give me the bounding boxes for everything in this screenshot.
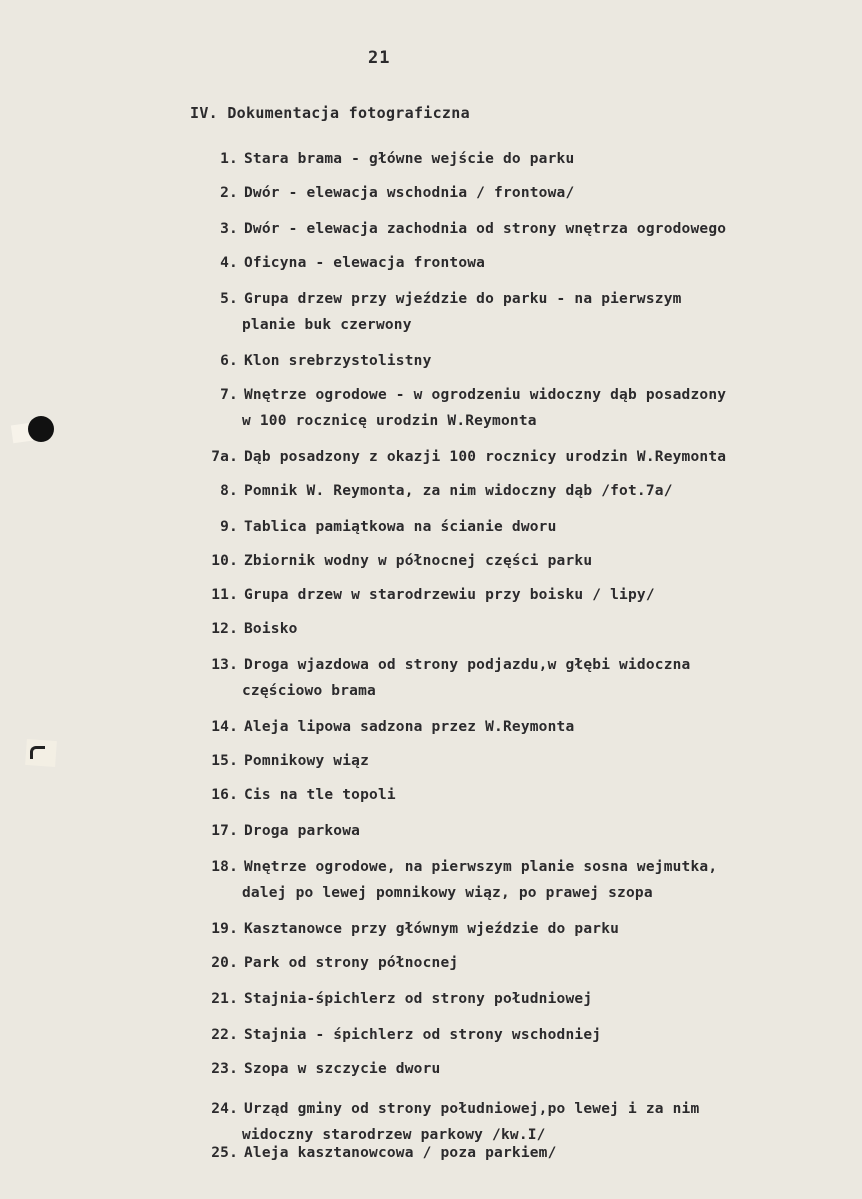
list-item bbox=[190, 382, 830, 434]
list-item bbox=[190, 748, 830, 774]
item-text: Zbiornik wodny w północnej części parku bbox=[244, 553, 593, 569]
item-number: 5. bbox=[220, 291, 238, 307]
item-number: 15. bbox=[211, 753, 238, 769]
item-number: 1. bbox=[220, 151, 238, 167]
item-number: 20. bbox=[211, 955, 238, 971]
item-text-continuation: częściowo brama bbox=[242, 683, 376, 699]
item-number: 25. bbox=[211, 1145, 238, 1161]
list-item bbox=[190, 444, 830, 470]
item-text: Boisko bbox=[244, 621, 298, 637]
item-number: 12. bbox=[211, 621, 238, 637]
list-item bbox=[190, 250, 830, 276]
item-text: Dwór - elewacja zachodnia od strony wnętrza ogrodowego bbox=[244, 221, 727, 237]
list-item bbox=[190, 1140, 830, 1166]
list-item bbox=[190, 180, 830, 206]
item-number: 14. bbox=[211, 719, 238, 735]
item-text: Pomnik W. Reymonta, za nim widoczny dąb /fot.7a/ bbox=[244, 483, 673, 499]
item-number: 11. bbox=[211, 587, 238, 603]
item-text: Szopa w szczycie dworu bbox=[244, 1061, 441, 1077]
item-text: Urząd gminy od strony południowej,po lewej i za nim bbox=[244, 1101, 700, 1117]
list-item bbox=[190, 478, 830, 504]
list-item bbox=[190, 652, 830, 704]
item-text-continuation: w 100 rocznicę urodzin W.Reymonta bbox=[242, 413, 537, 429]
item-text: Droga wjazdowa od strony podjazdu,w głębi widoczna bbox=[244, 657, 691, 673]
item-number: 17. bbox=[211, 823, 238, 839]
list-item bbox=[190, 916, 830, 942]
list-item bbox=[190, 714, 830, 740]
item-number: 9. bbox=[220, 519, 238, 535]
item-text: Wnętrze ogrodowe - w ogrodzeniu widoczny dąb posadzony bbox=[244, 387, 727, 403]
item-number: 8. bbox=[220, 483, 238, 499]
item-number: 3. bbox=[220, 221, 238, 237]
item-text: Cis na tle topoli bbox=[244, 787, 396, 803]
item-text: Klon srebrzystolistny bbox=[244, 353, 432, 369]
item-number: 22. bbox=[211, 1027, 238, 1043]
item-number: 19. bbox=[211, 921, 238, 937]
item-text: Dąb posadzony z okazji 100 rocznicy urodzin W.Reymonta bbox=[244, 449, 727, 465]
punch-hole bbox=[28, 416, 54, 442]
item-number: 7. bbox=[220, 387, 238, 403]
section-heading: IV. Dokumentacja fotograficzna bbox=[190, 104, 470, 122]
item-number: 6. bbox=[220, 353, 238, 369]
list-item bbox=[190, 782, 830, 808]
item-text: Tablica pamiątkowa na ścianie dworu bbox=[244, 519, 557, 535]
list-item bbox=[190, 582, 830, 608]
item-number: 10. bbox=[211, 553, 238, 569]
list-item bbox=[190, 286, 830, 338]
item-number: 2. bbox=[220, 185, 238, 201]
item-text: Aleja lipowa sadzona przez W.Reymonta bbox=[244, 719, 575, 735]
list-item bbox=[190, 986, 830, 1012]
item-text-continuation: widoczny starodrzew parkowy /kw.I/ bbox=[242, 1127, 546, 1143]
item-number: 7a. bbox=[211, 449, 238, 465]
item-text: Stajnia-śpichlerz od strony południowej bbox=[244, 991, 593, 1007]
list-item bbox=[190, 216, 830, 242]
list-item bbox=[190, 348, 830, 374]
item-text: Grupa drzew w starodrzewiu przy boisku / lipy/ bbox=[244, 587, 655, 603]
list-item bbox=[190, 616, 830, 642]
item-text-continuation: planie buk czerwony bbox=[242, 317, 412, 333]
item-text: Pomnikowy wiąz bbox=[244, 753, 370, 769]
item-number: 18. bbox=[211, 859, 238, 875]
item-number: 16. bbox=[211, 787, 238, 803]
list-item bbox=[190, 818, 830, 844]
item-text: Oficyna - elewacja frontowa bbox=[244, 255, 486, 271]
item-text-continuation: dalej po lewej pomnikowy wiąz, po prawej szopa bbox=[242, 885, 653, 901]
item-text: Wnętrze ogrodowe, na pierwszym planie sosna wejmutka, bbox=[244, 859, 718, 875]
item-number: 23. bbox=[211, 1061, 238, 1077]
page-number: 21 bbox=[368, 48, 391, 68]
list-item bbox=[190, 1022, 830, 1048]
list-item bbox=[190, 514, 830, 540]
list-item bbox=[190, 1056, 830, 1082]
list-item bbox=[190, 548, 830, 574]
item-number: 13. bbox=[211, 657, 238, 673]
item-text: Dwór - elewacja wschodnia / frontowa/ bbox=[244, 185, 575, 201]
item-text: Kasztanowce przy głównym wjeździe do parku bbox=[244, 921, 620, 937]
item-text: Stara brama - główne wejście do parku bbox=[244, 151, 575, 167]
list-item bbox=[190, 146, 830, 172]
item-text: Stajnia - śpichlerz od strony wschodniej bbox=[244, 1027, 602, 1043]
item-text: Aleja kasztanowcowa / poza parkiem/ bbox=[244, 1145, 557, 1161]
list-item bbox=[190, 950, 830, 976]
item-text: Droga parkowa bbox=[244, 823, 361, 839]
staple-mark bbox=[30, 746, 45, 759]
item-number: 4. bbox=[220, 255, 238, 271]
item-number: 21. bbox=[211, 991, 238, 1007]
item-text: Park od strony północnej bbox=[244, 955, 459, 971]
list-item bbox=[190, 854, 830, 906]
item-text: Grupa drzew przy wjeździe do parku - na pierwszym bbox=[244, 291, 682, 307]
item-number: 24. bbox=[211, 1101, 238, 1117]
